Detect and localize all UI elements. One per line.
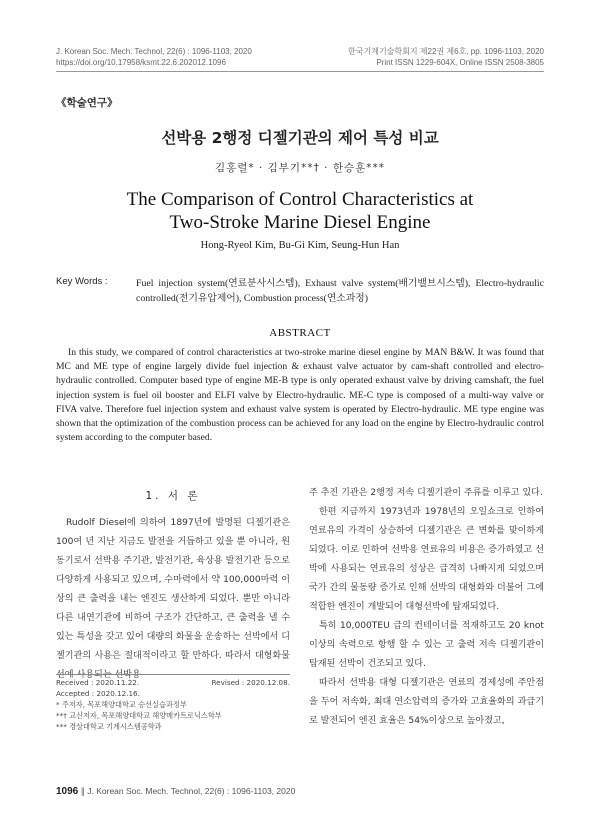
revised-date: Revised : 2020.12.08.: [211, 678, 290, 687]
authors-korean: 김홍렬* · 김부기**† · 한승훈***: [214, 162, 386, 174]
keywords-label: Key Words :: [56, 276, 108, 287]
footnote-third-author: *** 경상대학교 기계시스템공학과: [56, 722, 162, 731]
keywords-text: Fuel injection system(연료분사시스템), Exhaust valve system(배기밸브시스템), Electro-hydraulic controlled(전기유압제어), Combustion process(연소과정): [136, 278, 544, 304]
header-journal-citation: [56, 46, 252, 68]
received-revised-row: [56, 677, 290, 688]
title-english-line1: The Comparison of Control Characteristics at: [126, 189, 474, 210]
header-divider: [56, 71, 544, 72]
body-paragraph: Rudolf Diesel에 의하여 1897년에 발명된 디젤기관은 100여 년 지난 지금도 발전을 거듭하고 있을 뿐 아니라, 원동기로서 선박용 주기관, 발전기관, 육상용 발전기관 등으로 다양하게 사용되고 있으며, 수마력에서 약 100,000마력 이상의 큰 출력을 내는 엔진도 생산하게 되었다. 뿐만 아니라 다른 내연기관에 비하여 구조가 간단하고, 큰 출력을 낼 수 있는 특성을 갖고 있어 대량의 화물을 운송하는 선박에서 디젤기관의 사용은 절대적이라고 할 만하다. 따라서 대형화물선에 사용되는 선박용: [56, 518, 290, 680]
body-right-column: [309, 484, 544, 731]
header-korean-citation: 한국기계기술학회지 제22권 제6호, pp. 1096-1103, 2020: [348, 47, 544, 56]
received-date: Received : 2020.11.22.: [56, 678, 140, 687]
footnotes-block: [56, 677, 290, 732]
page-footer: [56, 786, 295, 797]
title-korean: 선박용 2행정 디젤기관의 제어 특성 비교: [161, 129, 439, 147]
header-issn-block: [348, 46, 544, 68]
article-type-label: 《학술연구》: [56, 97, 118, 109]
header-journal-line: J. Korean Soc. Mech. Technol, 22(6) : 1096-1103, 2020: [56, 47, 252, 56]
body-paragraph: 주 추진 기관은 2행정 저속 디젤기관이 주류를 이루고 있다.: [309, 488, 543, 498]
footer-separator: ∥: [80, 786, 88, 796]
header-doi-link[interactable]: https://doi.org/10.17958/ksmt.22.6.202012.1096: [56, 58, 226, 67]
authors-english: Hong-Ryeol Kim, Bu-Gi Kim, Seung-Hun Han: [200, 240, 400, 251]
abstract-heading: ABSTRACT: [269, 327, 331, 339]
section-heading-introduction: 1. 서 론: [145, 490, 201, 502]
body-paragraph: 특히 10,000TEU 급의 컨테이너를 적재하고도 20 knot 이상의 속력으로 항행 할 수 있는 고 출력 저속 디젤기관이 탑재된 선박이 건조되고 있다.: [309, 621, 544, 669]
footnote-divider: [56, 674, 290, 675]
accepted-date: Accepted : 2020.12.16.: [56, 689, 140, 698]
footer-citation: J. Korean Soc. Mech. Technol, 22(6) : 1096-1103, 2020: [87, 786, 296, 796]
body-left-column: [56, 514, 290, 685]
header-issn: Print ISSN 1229-604X, Online ISSN 2508-3805: [376, 58, 544, 67]
body-paragraph: 따라서 선박용 대형 디젤기관은 연료의 경제성에 주안점을 두어 저속화, 최대 연소압력의 증가와 고효율화의 과급기로 발전되어 엔진 효율은 54%이상으로 높아졌고,: [309, 678, 544, 726]
title-english-line2: Two-Stroke Marine Diesel Engine: [169, 212, 431, 233]
body-paragraph: 한편 지금까지 1973년과 1978년의 오일쇼크로 인하여 연료유의 가격이 상승하여 디젤기관은 큰 변화를 맞이하게 되었다. 이로 인하여 선박용 연료유의 비용은 증가하였고 선박에 사용되는 연료유의 성상은 급격히 나빠지게 되었으며 국가 간의 물동량 증가로 인해 선박의 대형화와 더불어 그에 적합한 엔진이 개발되어 대형선박에 탑재되었다.: [309, 507, 544, 612]
title-english: [0, 188, 600, 234]
abstract-body: In this study, we compared of control characteristics at two-stroke marine diesel engine by MAN B&W. It was found that MC and ME type of engine largely divide fuel injection & exhaust valve actuator by cam-shaft controlled and electro-hydraulic controlled. Computer based type of engine ME-B type is only operated exhaust valve by driving camshaft, the fuel injection system is fuel oil booster and ELFI valve by Electro-hydraulic. ME-C type is composed of a multi-way valve or FIVA valve. Therefore fuel injection system and exhaust valve system is operated by Electro-hydraulic. ME type engine was shown that the optimization of the combustion process can be achieved for any load on the engine by Electro-hydraulic control system according to the computer based.: [56, 347, 544, 444]
page-number: 1096: [56, 786, 79, 797]
footnote-corresponding-author: **† 교신저자, 목포해양대학교 해양메카트로닉스학부: [56, 711, 222, 720]
footnote-first-author: * 주저자, 목포해양대학교 승선실습과정부: [56, 700, 187, 709]
